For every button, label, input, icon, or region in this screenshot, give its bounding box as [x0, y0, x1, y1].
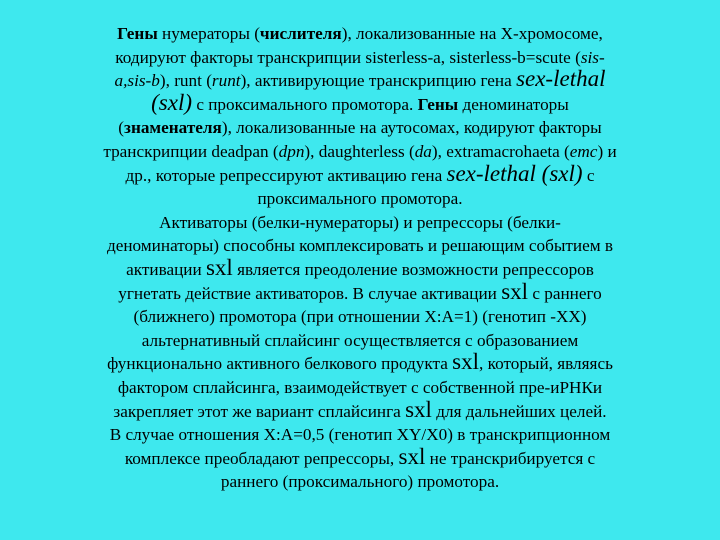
text-line — [52, 423, 668, 447]
text-run: ( — [118, 118, 125, 138]
text-line — [52, 211, 668, 235]
text-run: ) и — [597, 141, 617, 161]
text-run: функционально активного белкового продукта — [107, 354, 453, 374]
italic-term: runt — [211, 71, 241, 91]
text-run: (ближнего) промотора (при отношении Х:А=1) (генотип -ХХ) — [133, 307, 587, 327]
text-line — [52, 22, 668, 46]
text-line — [52, 278, 668, 306]
slide-text-body — [52, 22, 668, 494]
text-run: транскрипции deadpan ( — [103, 141, 279, 161]
italic-term: a,sis-b — [114, 71, 160, 91]
text-run: Активаторы (белки-нумераторы) и репрессоры (белки- — [159, 212, 561, 232]
italic-term: emc — [569, 141, 598, 161]
text-run: ), активирующие транскрипцию гена — [240, 71, 517, 91]
gene-name: sxl — [501, 278, 529, 304]
text-run: является преодоление возможности репрессоров — [232, 259, 594, 279]
text-run: раннего (проксимального) промотора. — [220, 472, 500, 492]
text-line — [52, 329, 668, 353]
text-line — [52, 349, 668, 376]
text-line — [52, 470, 668, 494]
bold-term: числителя — [259, 24, 342, 43]
text-line — [52, 254, 668, 282]
text-run: проксимального промотора. — [257, 189, 463, 209]
text-run: с — [582, 165, 595, 185]
gene-name: sxl — [398, 443, 426, 469]
text-run: для дальнейших целей. — [431, 401, 607, 421]
gene-name: sxl — [452, 349, 480, 375]
text-run: ), локализованные на Х-хромосоме, — [341, 24, 603, 43]
text-run: активации — [126, 259, 206, 279]
text-run: с раннего — [528, 283, 602, 303]
text-line — [52, 234, 668, 258]
text-line — [52, 66, 668, 93]
text-run: угнетать действие активаторов. В случае активации — [118, 283, 502, 303]
text-line — [52, 187, 668, 211]
gene-name: sex-lethal — [516, 66, 606, 92]
italic-term: dpn — [278, 141, 305, 161]
text-line — [52, 89, 668, 117]
text-run: не транскрибируется с — [425, 448, 596, 468]
bold-term: Гены — [117, 24, 158, 43]
text-line — [52, 305, 668, 329]
text-line — [52, 376, 668, 400]
bold-term: знаменателя — [124, 118, 222, 138]
gene-name: sxl — [405, 396, 432, 422]
text-line — [52, 443, 668, 471]
text-line — [52, 160, 668, 188]
gene-name: sxl — [205, 254, 233, 280]
gene-name: sex-lethal (sxl) — [446, 160, 583, 186]
text-line — [52, 396, 668, 424]
text-run: В случае отношения Х:А=0,5 (генотип ХY/Х0) в транскрипционном — [109, 425, 611, 445]
text-run: закрепляет этот же вариант сплайсинга — [113, 401, 406, 421]
text-line — [52, 116, 668, 140]
text-run: др., которые репрессируют активацию гена — [125, 165, 447, 185]
text-run: с проксимального промотора. — [192, 94, 418, 114]
text-run: ), локализованные на аутосомах, кодируют факторы — [221, 118, 602, 138]
italic-term: da — [414, 141, 432, 161]
text-run: ), extramacrohaeta ( — [431, 141, 570, 161]
gene-name: (sxl) — [151, 89, 193, 115]
text-run: комплексе преобладают репрессоры, — [124, 448, 399, 468]
text-run: деноминаторы) способны комплексировать и решающим событием в — [106, 236, 614, 256]
text-run: кодируют факторы транскрипции sisterless-a, sisterless-b=scute ( — [115, 47, 581, 67]
text-run: ), runt ( — [159, 71, 212, 91]
text-run: , который, являясь — [479, 354, 613, 374]
italic-term: sis- — [580, 47, 605, 67]
text-run: деноминаторы — [458, 94, 569, 114]
text-run: альтернативный сплайсинг осуществляется с образованием — [141, 330, 579, 350]
text-run: фактором сплайсинга, взаимодействует с собственной пре-иРНКи — [117, 377, 603, 397]
text-run: ), daughterless ( — [304, 141, 415, 161]
bold-term: Гены — [417, 94, 459, 114]
text-run: нумераторы ( — [157, 24, 260, 43]
